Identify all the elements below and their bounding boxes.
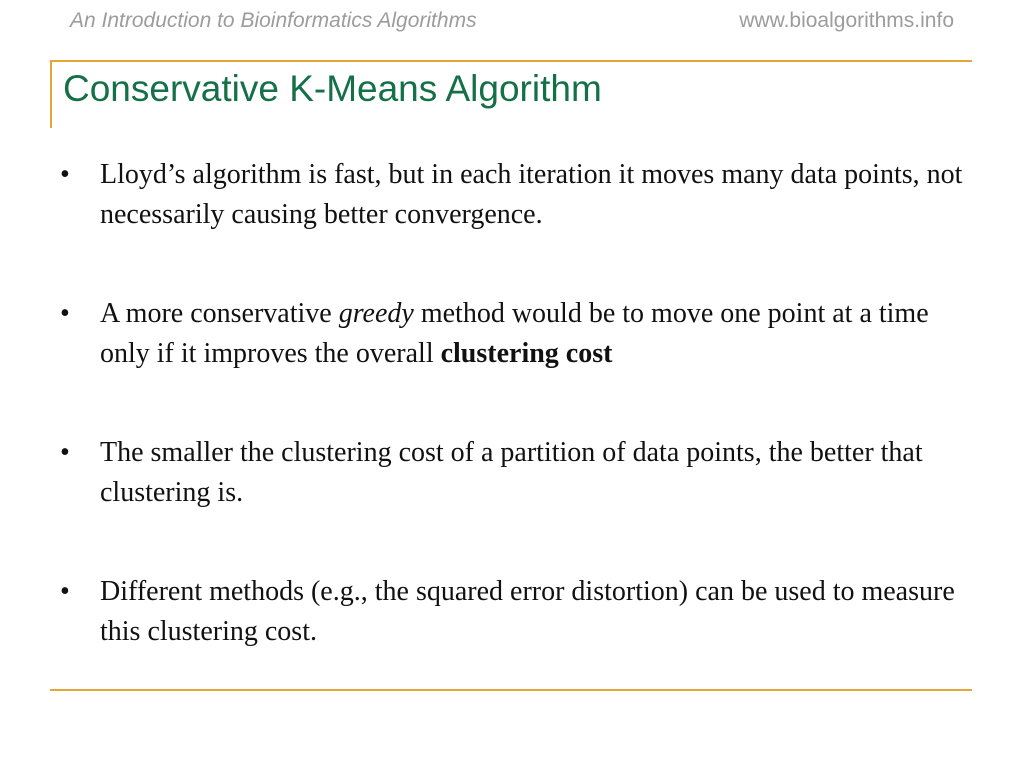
bullet-item: [60, 294, 970, 374]
bullet-list: [60, 155, 970, 711]
left-divider: [50, 60, 52, 128]
bullet-text-start: A more conservative: [100, 298, 339, 329]
top-divider: [50, 60, 972, 62]
website-header: www.bioalgorithms.info: [739, 9, 954, 32]
bullet-text-middle: method would be to move one point at a time only if it improves the overall: [100, 298, 929, 369]
bullet-text: Different methods (e.g., the squared error distortion) can be used to measure this clustering cost.: [100, 576, 955, 647]
bullet-item: [60, 572, 970, 652]
bullet-text-italic: greedy: [338, 298, 414, 329]
bottom-divider: [50, 689, 972, 691]
slide-title: Conservative K-Means Algorithm: [63, 68, 602, 109]
book-title-header: An Introduction to Bioinformatics Algorithms: [70, 9, 477, 32]
bullet-text: The smaller the clustering cost of a partition of data points, the better that clustering is.: [100, 437, 923, 508]
bullet-item: [60, 155, 970, 235]
bullet-dot-icon: •: [60, 298, 70, 329]
bullet-text-bold: clustering cost: [440, 338, 613, 369]
bullet-dot-icon: •: [60, 159, 70, 190]
bullet-dot-icon: •: [60, 576, 70, 607]
bullet-dot-icon: •: [60, 437, 70, 468]
bullet-text: Lloyd’s algorithm is fast, but in each iteration it moves many data points, not necessarily causing better convergence.: [100, 159, 963, 230]
bullet-item: [60, 433, 970, 513]
